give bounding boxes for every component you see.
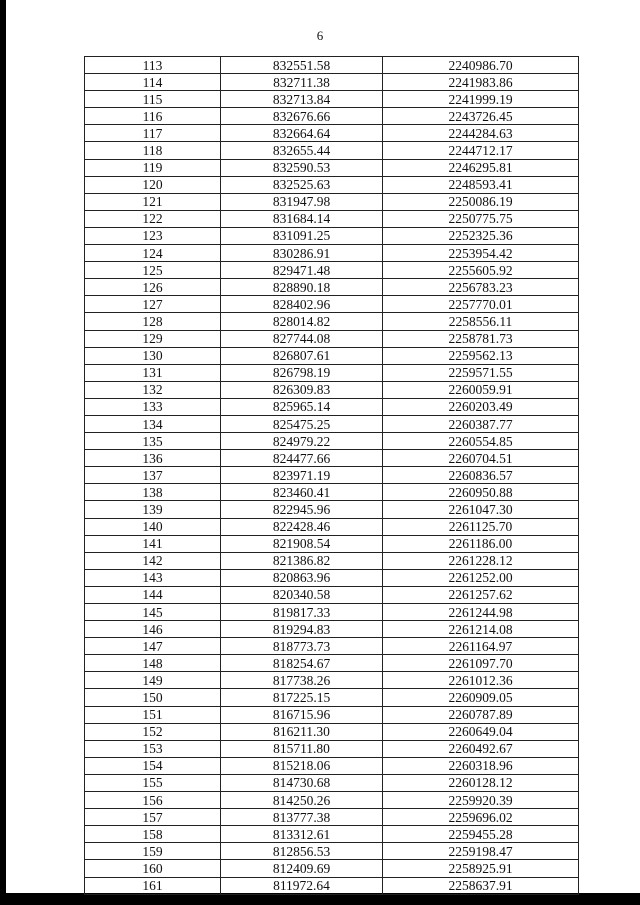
- point-number-cell: 160: [85, 860, 221, 877]
- y-coordinate-cell: 2241983.86: [383, 74, 579, 91]
- x-coordinate-cell: 828890.18: [221, 279, 383, 296]
- x-coordinate-cell: 820340.58: [221, 586, 383, 603]
- point-number-cell: 116: [85, 108, 221, 125]
- table-row: [85, 193, 579, 210]
- x-coordinate-cell: 818254.67: [221, 655, 383, 672]
- y-coordinate-cell: 2261214.08: [383, 621, 579, 638]
- page-number: 6: [316, 28, 324, 43]
- table-row: [85, 364, 579, 381]
- y-coordinate-cell: 2244712.17: [383, 142, 579, 159]
- point-number-cell: 148: [85, 655, 221, 672]
- table-row: [85, 398, 579, 415]
- x-coordinate-cell: 831947.98: [221, 193, 383, 210]
- point-number-cell: 140: [85, 518, 221, 535]
- table-row: [85, 227, 579, 244]
- point-number-cell: 156: [85, 792, 221, 809]
- point-number-cell: 153: [85, 740, 221, 757]
- table-row: [85, 210, 579, 227]
- x-coordinate-cell: 821386.82: [221, 552, 383, 569]
- x-coordinate-cell: 818773.73: [221, 638, 383, 655]
- x-coordinate-cell: 817225.15: [221, 689, 383, 706]
- y-coordinate-cell: 2255605.92: [383, 262, 579, 279]
- table-row: [85, 245, 579, 262]
- y-coordinate-cell: 2260492.67: [383, 740, 579, 757]
- point-number-cell: 138: [85, 484, 221, 501]
- table-row: [85, 689, 579, 706]
- table-row: [85, 176, 579, 193]
- y-coordinate-cell: 2260909.05: [383, 689, 579, 706]
- x-coordinate-cell: 817738.26: [221, 672, 383, 689]
- point-number-cell: 113: [85, 57, 221, 74]
- x-coordinate-cell: 813312.61: [221, 826, 383, 843]
- x-coordinate-cell: 822428.46: [221, 518, 383, 535]
- x-coordinate-cell: 825475.25: [221, 415, 383, 432]
- point-number-cell: 130: [85, 347, 221, 364]
- point-number-cell: 143: [85, 569, 221, 586]
- y-coordinate-cell: 2244284.63: [383, 125, 579, 142]
- x-coordinate-cell: 811972.64: [221, 877, 383, 894]
- y-coordinate-cell: 2261164.97: [383, 638, 579, 655]
- point-number-cell: 115: [85, 91, 221, 108]
- point-number-cell: 123: [85, 227, 221, 244]
- y-coordinate-cell: 2257770.01: [383, 296, 579, 313]
- x-coordinate-cell: 815711.80: [221, 740, 383, 757]
- point-number-cell: 145: [85, 604, 221, 621]
- point-number-cell: 136: [85, 450, 221, 467]
- y-coordinate-cell: 2260950.88: [383, 484, 579, 501]
- x-coordinate-cell: 832711.38: [221, 74, 383, 91]
- table-row: [85, 433, 579, 450]
- y-coordinate-cell: 2243726.45: [383, 108, 579, 125]
- y-coordinate-cell: 2256783.23: [383, 279, 579, 296]
- y-coordinate-cell: 2261228.12: [383, 552, 579, 569]
- y-coordinate-cell: 2259455.28: [383, 826, 579, 843]
- table-row: [85, 655, 579, 672]
- table-row: [85, 108, 579, 125]
- point-number-cell: 151: [85, 706, 221, 723]
- y-coordinate-cell: 2259562.13: [383, 347, 579, 364]
- x-coordinate-cell: 814250.26: [221, 792, 383, 809]
- point-number-cell: 152: [85, 723, 221, 740]
- point-number-cell: 154: [85, 757, 221, 774]
- y-coordinate-cell: 2240986.70: [383, 57, 579, 74]
- y-coordinate-cell: 2261186.00: [383, 535, 579, 552]
- point-number-cell: 137: [85, 467, 221, 484]
- y-coordinate-cell: 2250086.19: [383, 193, 579, 210]
- point-number-cell: 119: [85, 159, 221, 176]
- point-number-cell: 124: [85, 245, 221, 262]
- x-coordinate-cell: 832664.64: [221, 125, 383, 142]
- x-coordinate-cell: 812856.53: [221, 843, 383, 860]
- table-row: [85, 450, 579, 467]
- y-coordinate-cell: 2259920.39: [383, 792, 579, 809]
- table-row: [85, 535, 579, 552]
- y-coordinate-cell: 2250775.75: [383, 210, 579, 227]
- point-number-cell: 126: [85, 279, 221, 296]
- scan-edge-bottom: [0, 893, 640, 905]
- x-coordinate-cell: 820863.96: [221, 569, 383, 586]
- table-row: [85, 740, 579, 757]
- table-row: [85, 159, 579, 176]
- x-coordinate-cell: 824979.22: [221, 433, 383, 450]
- table-row: [85, 826, 579, 843]
- table-row: [85, 279, 579, 296]
- x-coordinate-cell: 832525.63: [221, 176, 383, 193]
- y-coordinate-cell: 2248593.41: [383, 176, 579, 193]
- point-number-cell: 131: [85, 364, 221, 381]
- y-coordinate-cell: 2260787.89: [383, 706, 579, 723]
- y-coordinate-cell: 2261097.70: [383, 655, 579, 672]
- point-number-cell: 117: [85, 125, 221, 142]
- y-coordinate-cell: 2260203.49: [383, 398, 579, 415]
- table-row: [85, 262, 579, 279]
- table-row: [85, 125, 579, 142]
- table-row: [85, 877, 579, 894]
- y-coordinate-cell: 2258781.73: [383, 330, 579, 347]
- table-row: [85, 91, 579, 108]
- y-coordinate-cell: 2261252.00: [383, 569, 579, 586]
- table-row: [85, 296, 579, 313]
- table-row: [85, 723, 579, 740]
- coordinates-table: [84, 56, 579, 895]
- y-coordinate-cell: 2261244.98: [383, 604, 579, 621]
- point-number-cell: 150: [85, 689, 221, 706]
- x-coordinate-cell: 826807.61: [221, 347, 383, 364]
- y-coordinate-cell: 2258637.91: [383, 877, 579, 894]
- x-coordinate-cell: 832590.53: [221, 159, 383, 176]
- table-row: [85, 313, 579, 330]
- table-row: [85, 518, 579, 535]
- point-number-cell: 149: [85, 672, 221, 689]
- table-row: [85, 347, 579, 364]
- point-number-cell: 128: [85, 313, 221, 330]
- table-row: [85, 843, 579, 860]
- x-coordinate-cell: 830286.91: [221, 245, 383, 262]
- x-coordinate-cell: 829471.48: [221, 262, 383, 279]
- table-row: [85, 74, 579, 91]
- table-row: [85, 142, 579, 159]
- point-number-cell: 144: [85, 586, 221, 603]
- x-coordinate-cell: 828402.96: [221, 296, 383, 313]
- x-coordinate-cell: 824477.66: [221, 450, 383, 467]
- x-coordinate-cell: 815218.06: [221, 757, 383, 774]
- x-coordinate-cell: 831684.14: [221, 210, 383, 227]
- point-number-cell: 158: [85, 826, 221, 843]
- table-row: [85, 672, 579, 689]
- x-coordinate-cell: 819294.83: [221, 621, 383, 638]
- point-number-cell: 134: [85, 415, 221, 432]
- x-coordinate-cell: 831091.25: [221, 227, 383, 244]
- x-coordinate-cell: 826309.83: [221, 381, 383, 398]
- y-coordinate-cell: 2260318.96: [383, 757, 579, 774]
- table-row: [85, 757, 579, 774]
- y-coordinate-cell: 2241999.19: [383, 91, 579, 108]
- x-coordinate-cell: 832551.58: [221, 57, 383, 74]
- y-coordinate-cell: 2260649.04: [383, 723, 579, 740]
- point-number-cell: 129: [85, 330, 221, 347]
- y-coordinate-cell: 2246295.81: [383, 159, 579, 176]
- x-coordinate-cell: 814730.68: [221, 774, 383, 791]
- x-coordinate-cell: 832655.44: [221, 142, 383, 159]
- point-number-cell: 135: [85, 433, 221, 450]
- point-number-cell: 114: [85, 74, 221, 91]
- table-row: [85, 792, 579, 809]
- point-number-cell: 146: [85, 621, 221, 638]
- point-number-cell: 120: [85, 176, 221, 193]
- point-number-cell: 133: [85, 398, 221, 415]
- x-coordinate-cell: 832676.66: [221, 108, 383, 125]
- table-row: [85, 501, 579, 518]
- x-coordinate-cell: 826798.19: [221, 364, 383, 381]
- x-coordinate-cell: 823971.19: [221, 467, 383, 484]
- x-coordinate-cell: 832713.84: [221, 91, 383, 108]
- table-row: [85, 381, 579, 398]
- point-number-cell: 139: [85, 501, 221, 518]
- table-row: [85, 774, 579, 791]
- x-coordinate-cell: 812409.69: [221, 860, 383, 877]
- x-coordinate-cell: 822945.96: [221, 501, 383, 518]
- point-number-cell: 159: [85, 843, 221, 860]
- y-coordinate-cell: 2261012.36: [383, 672, 579, 689]
- y-coordinate-cell: 2260836.57: [383, 467, 579, 484]
- point-number-cell: 121: [85, 193, 221, 210]
- table-row: [85, 484, 579, 501]
- point-number-cell: 132: [85, 381, 221, 398]
- y-coordinate-cell: 2259198.47: [383, 843, 579, 860]
- point-number-cell: 142: [85, 552, 221, 569]
- y-coordinate-cell: 2259696.02: [383, 809, 579, 826]
- y-coordinate-cell: 2260059.91: [383, 381, 579, 398]
- y-coordinate-cell: 2261047.30: [383, 501, 579, 518]
- table-row: [85, 860, 579, 877]
- table-row: [85, 569, 579, 586]
- table-row: [85, 604, 579, 621]
- coordinates-table-body: [85, 57, 579, 895]
- table-row: [85, 415, 579, 432]
- point-number-cell: 155: [85, 774, 221, 791]
- point-number-cell: 147: [85, 638, 221, 655]
- x-coordinate-cell: 827744.08: [221, 330, 383, 347]
- table-row: [85, 57, 579, 74]
- x-coordinate-cell: 819817.33: [221, 604, 383, 621]
- y-coordinate-cell: 2261257.62: [383, 586, 579, 603]
- point-number-cell: 157: [85, 809, 221, 826]
- table-row: [85, 706, 579, 723]
- point-number-cell: 122: [85, 210, 221, 227]
- point-number-cell: 118: [85, 142, 221, 159]
- table-row: [85, 552, 579, 569]
- y-coordinate-cell: 2258556.11: [383, 313, 579, 330]
- point-number-cell: 141: [85, 535, 221, 552]
- x-coordinate-cell: 821908.54: [221, 535, 383, 552]
- y-coordinate-cell: 2260554.85: [383, 433, 579, 450]
- scan-edge-left: [0, 0, 6, 905]
- x-coordinate-cell: 823460.41: [221, 484, 383, 501]
- table-row: [85, 330, 579, 347]
- y-coordinate-cell: 2259571.55: [383, 364, 579, 381]
- point-number-cell: 161: [85, 877, 221, 894]
- y-coordinate-cell: 2260704.51: [383, 450, 579, 467]
- x-coordinate-cell: 828014.82: [221, 313, 383, 330]
- x-coordinate-cell: 816211.30: [221, 723, 383, 740]
- table-row: [85, 621, 579, 638]
- table-row: [85, 809, 579, 826]
- table-row: [85, 638, 579, 655]
- x-coordinate-cell: 825965.14: [221, 398, 383, 415]
- y-coordinate-cell: 2260387.77: [383, 415, 579, 432]
- x-coordinate-cell: 816715.96: [221, 706, 383, 723]
- y-coordinate-cell: 2252325.36: [383, 227, 579, 244]
- y-coordinate-cell: 2253954.42: [383, 245, 579, 262]
- point-number-cell: 125: [85, 262, 221, 279]
- y-coordinate-cell: 2260128.12: [383, 774, 579, 791]
- point-number-cell: 127: [85, 296, 221, 313]
- x-coordinate-cell: 813777.38: [221, 809, 383, 826]
- y-coordinate-cell: 2261125.70: [383, 518, 579, 535]
- table-row: [85, 467, 579, 484]
- table-row: [85, 586, 579, 603]
- y-coordinate-cell: 2258925.91: [383, 860, 579, 877]
